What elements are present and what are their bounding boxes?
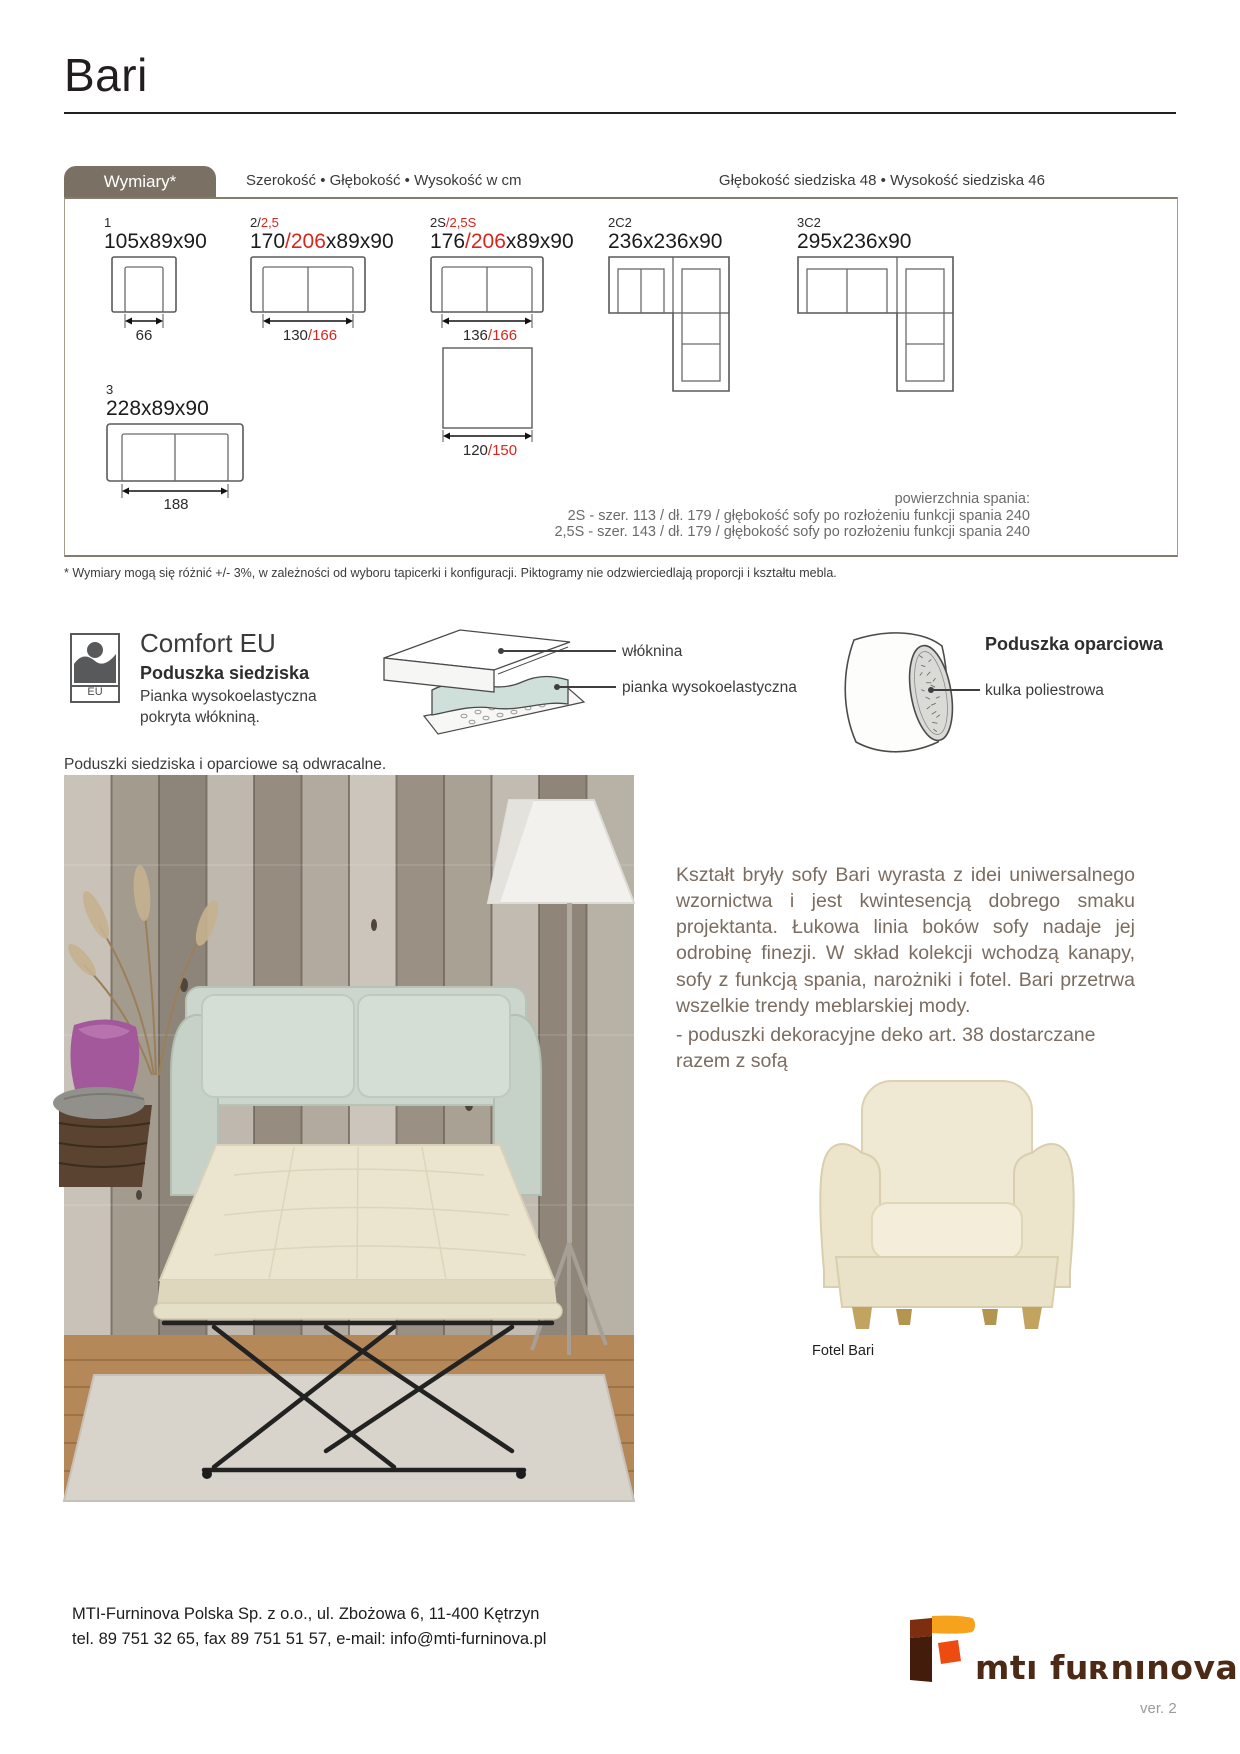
deco-pillows-note: - poduszki dekoracyjne deko art. 38 dostarczane razem z sofą [676,1024,1096,1073]
variant-code: 2S/2,5S [430,215,477,230]
comfort-title: Comfort EU [140,628,276,658]
eu-badge-label: EU [87,686,103,698]
foam-leader-line [559,686,616,688]
variant-corner-3c2 [797,215,962,396]
variant-size: 236x236x90 [608,230,723,253]
variant-size: 228x89x90 [106,397,209,420]
back-pillow-title: Poduszka oparciowa [985,634,1164,654]
title-rule [64,112,1176,114]
page-title: Bari [64,49,148,101]
variant-sleeper [430,215,574,459]
armchair-product-photo [800,1075,1095,1335]
variant-size: 295x236x90 [797,230,912,253]
variant-3-seater [106,382,246,513]
variant-code: 1 [104,215,112,230]
sofa-bed-top-view-icon [430,256,550,446]
sofa-bed-product-photo [64,775,634,1501]
variant-code: 3 [106,382,114,397]
variant-code: 2C2 [608,215,632,230]
reversible-note: Poduszki siedziska i oparciowe są odwracalne. [64,756,387,773]
pillow-fill-leader-line [933,689,980,691]
width-dimension: 188 [163,496,189,513]
variant-code: 3C2 [797,215,821,230]
seat-cushion-description: Pianka wysokoelastyczna pokryta włókniną. [140,688,317,726]
dimensions-header-right: Głębokość siedziska 48 • Wysokość siedziska 46 [718,172,1045,189]
width-dimension: 136/166 [462,327,518,344]
width-dimension: 130/166 [282,327,338,344]
sleeping-surface-title: powierzchnia spania: [894,491,1030,507]
dimensions-footnote: * Wymiary mogą się różnić +/- 3%, w zależności od wyboru tapicerki i konfiguracji. Piktogramy nie odzwierciedlają proporcji i kształtu mebla. [64,566,837,580]
armchair-caption: Fotel Bari [812,1343,875,1359]
sofa-top-view-icon [106,423,246,503]
sofa-top-view-icon [104,256,184,334]
foam-label: pianka wysokoelastyczna [622,679,797,696]
company-address: MTI-Furninova Polska Sp. z o.o., ul. Zbożowa 6, 11-400 Kętrzyn [72,1605,540,1623]
corner-sofa-top-view-icon [608,256,738,396]
dimensions-header-left: Szerokość • Głębokość • Wysokość w cm [246,172,522,189]
version-label: ver. 2 [1140,1700,1177,1717]
sleeping-surface-info [554,491,1030,541]
sofa-top-view-icon [250,256,370,334]
sleeping-surface-line: 2S - szer. 113 / dł. 179 / głębokość sofy po rozłożeniu funkcji spania 240 [567,507,1030,524]
sleeping-surface-line: 2,5S - szer. 143 / dł. 179 / głębokość sofy po rozłożeniu funkcji spania 240 [554,524,1030,540]
width-dimension: 66 [135,327,153,344]
bed-width-dimension: 120/150 [462,442,518,459]
variant-size: 176/206x89x90 [430,230,574,253]
fiber-label: włóknina [622,643,683,660]
fiber-leader-line [503,650,616,652]
variant-1-seater [104,215,207,344]
seat-cushion-title: Poduszka siedziska [140,663,310,683]
pillow-fill-label: kulka poliestrowa [985,682,1104,699]
variant-corner-2c2 [608,215,738,396]
variant-size: 105x89x90 [104,230,207,253]
variant-code: 2/2,5 [250,215,279,230]
mti-furninova-logo-icon [908,1616,978,1684]
collection-description: Kształt bryły sofy Bari wyrasta z idei uniwersalnego wzornictwa i jest kwintesencją dobrego smaku projektanta. Łukowa linia boków sofy nadaje jej odrobinę finezji. W skład kolekcji wchodzą kanapy, sofy z funkcją spania, narożniki i fotel. Bari przetrwa wszelkie trendy meblarskiej mody. [676,864,1135,1017]
company-contact: tel. 89 751 32 65, fax 89 751 51 57, e-mail: info@mti-furninova.pl [72,1630,547,1648]
variant-2-seater [250,215,394,344]
mti-furninova-logo-text: mtı fuʀnınova [975,1648,1239,1687]
variant-size: 170/206x89x90 [250,230,394,253]
dimensions-tab: Wymiary* [64,166,216,197]
corner-sofa-top-view-icon [797,256,962,396]
